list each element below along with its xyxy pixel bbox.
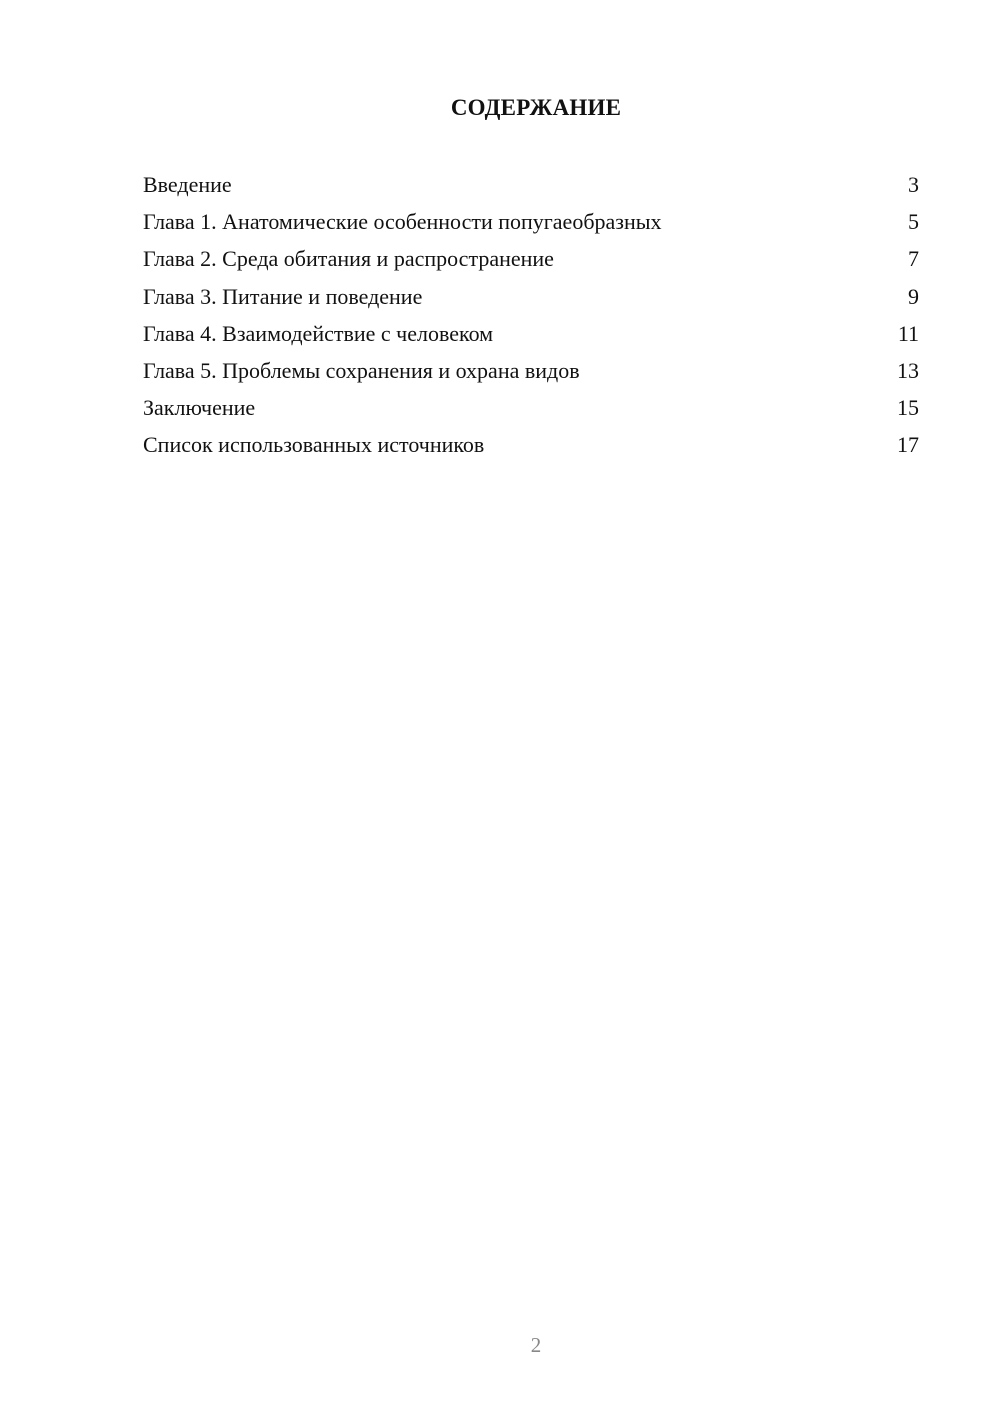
toc-entry-label: Глава 4. Взаимодействие с человеком	[143, 320, 494, 346]
toc-entry-introduction	[143, 170, 919, 207]
toc-entry-label: Введение	[143, 172, 232, 197]
toc-entry-label: Глава 2. Среда обитания и распространение	[143, 246, 554, 272]
toc-entry-page: 9	[908, 283, 919, 309]
toc-entry-page: 7	[908, 246, 919, 272]
toc-entry-page: 5	[908, 209, 919, 235]
toc-entry-label: Глава 1. Анатомические особенности попугаеобразных	[143, 209, 662, 235]
toc-entry-label: Заключение	[143, 395, 256, 421]
toc-entry-page: 3	[908, 172, 919, 197]
page-title: СОДЕРЖАНИЕ	[450, 95, 622, 120]
toc-entry-chapter-4	[143, 319, 919, 356]
page-number: 2	[530, 1333, 542, 1357]
toc-entry-chapter-5	[143, 356, 919, 393]
toc-entry-page: 13	[897, 357, 919, 383]
toc-entry-chapter-3	[143, 282, 919, 319]
toc-entry-page: 11	[897, 320, 919, 346]
toc-entry-label: Глава 5. Проблемы сохранения и охрана видов	[143, 357, 580, 383]
toc-entry-conclusion	[143, 393, 919, 430]
toc-entry-page: 17	[897, 432, 919, 458]
toc-entry-chapter-2	[143, 244, 919, 281]
toc-entry-label: Глава 3. Питание и поведение	[143, 283, 423, 309]
toc-entry-label: Список использованных источников	[143, 432, 485, 458]
toc-entry-chapter-1	[143, 207, 919, 244]
toc-entry-page: 15	[897, 395, 919, 421]
table-of-contents	[143, 170, 919, 468]
toc-entry-references	[143, 430, 919, 467]
